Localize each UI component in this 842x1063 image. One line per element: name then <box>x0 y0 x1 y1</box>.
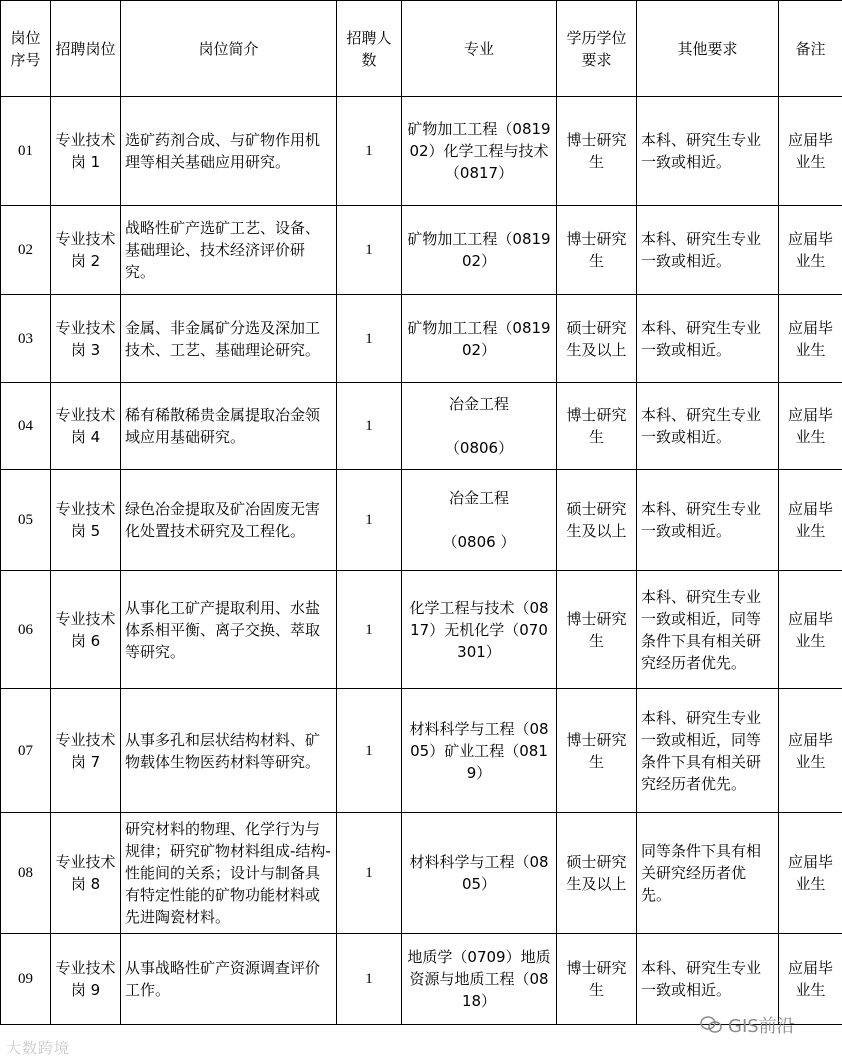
header-cell: 备注 <box>779 1 842 97</box>
cell-major: 矿物加工工程（081902） <box>402 206 557 295</box>
cell-no: 06 <box>1 571 51 689</box>
cell-degree: 博士研究生 <box>557 689 637 813</box>
cell-other: 本科、研究生专业一致或相近，同等条件下具有相关研究经历者优先。 <box>637 571 779 689</box>
cell-count: 1 <box>337 571 402 689</box>
cell-note: 应届毕业生 <box>779 571 842 689</box>
table-row <box>1 206 842 295</box>
cell-degree: 博士研究生 <box>557 934 637 1025</box>
cell-note: 应届毕业生 <box>779 934 842 1025</box>
cell-degree: 硕士研究生及以上 <box>557 295 637 383</box>
cell-major: 矿物加工工程（081902） <box>402 295 557 383</box>
header-row <box>1 1 842 97</box>
header-cell: 招聘岗位 <box>51 1 121 97</box>
cell-desc: 研究材料的物理、化学行为与规律；研究矿物材料组成-结构-性能间的关系；设计与制备具有特定性能的矿物功能材料或先进陶瓷材料。 <box>121 813 337 934</box>
table-row <box>1 571 842 689</box>
cell-note: 应届毕业生 <box>779 295 842 383</box>
cell-degree: 博士研究生 <box>557 383 637 470</box>
cell-count: 1 <box>337 813 402 934</box>
cell-post: 专业技术岗 9 <box>51 934 121 1025</box>
cell-post: 专业技术岗 1 <box>51 97 121 206</box>
cell-post: 专业技术岗 4 <box>51 383 121 470</box>
cell-no: 02 <box>1 206 51 295</box>
cell-post: 专业技术岗 8 <box>51 813 121 934</box>
cell-other: 本科、研究生专业一致或相近，同等条件下具有相关研究经历者优先。 <box>637 689 779 813</box>
header-cell: 岗位简介 <box>121 1 337 97</box>
watermark-right-text: GIS前沿 <box>728 1016 795 1037</box>
cell-desc: 稀有稀散稀贵金属提取冶金领域应用基础研究。 <box>121 383 337 470</box>
header-cell: 学历学位要求 <box>557 1 637 97</box>
watermark-left: 大数跨境 <box>6 1039 71 1057</box>
cell-post: 专业技术岗 7 <box>51 689 121 813</box>
cell-post: 专业技术岗 6 <box>51 571 121 689</box>
cell-major: 地质学（0709）地质资源与地质工程（0818） <box>402 934 557 1025</box>
cell-no: 05 <box>1 470 51 571</box>
cell-major: 化学工程与技术（0817）无机化学（070301） <box>402 571 557 689</box>
watermark-right <box>700 1012 795 1038</box>
cell-other: 本科、研究生专业一致或相近。 <box>637 383 779 470</box>
cell-desc: 绿色冶金提取及矿冶固废无害化处置技术研究及工程化。 <box>121 470 337 571</box>
table-row <box>1 97 842 206</box>
cell-other: 本科、研究生专业一致或相近。 <box>637 295 779 383</box>
cell-desc: 金属、非金属矿分选及深加工技术、工艺、基础理论研究。 <box>121 295 337 383</box>
header-cell: 招聘人数 <box>337 1 402 97</box>
header-cell: 岗位序号 <box>1 1 51 97</box>
cell-other: 本科、研究生专业一致或相近。 <box>637 97 779 206</box>
cell-degree: 博士研究生 <box>557 206 637 295</box>
cell-post: 专业技术岗 2 <box>51 206 121 295</box>
cell-count: 1 <box>337 206 402 295</box>
cell-degree: 硕士研究生及以上 <box>557 470 637 571</box>
cell-count: 1 <box>337 97 402 206</box>
table-row <box>1 470 842 571</box>
cell-other: 本科、研究生专业一致或相近。 <box>637 934 779 1025</box>
cell-no: 09 <box>1 934 51 1025</box>
cell-degree: 博士研究生 <box>557 97 637 206</box>
table-row <box>1 813 842 934</box>
cell-note: 应届毕业生 <box>779 97 842 206</box>
wechat-icon <box>700 1016 722 1034</box>
cell-note: 应届毕业生 <box>779 689 842 813</box>
cell-count: 1 <box>337 295 402 383</box>
cell-desc: 从事化工矿产提取利用、水盐体系相平衡、离子交换、萃取等研究。 <box>121 571 337 689</box>
cell-desc: 选矿药剂合成、与矿物作用机理等相关基础应用研究。 <box>121 97 337 206</box>
cell-note: 应届毕业生 <box>779 813 842 934</box>
cell-major: 材料科学与工程（0805） <box>402 813 557 934</box>
cell-no: 08 <box>1 813 51 934</box>
cell-count: 1 <box>337 689 402 813</box>
cell-major: 矿物加工工程（081902）化学工程与技术（0817） <box>402 97 557 206</box>
cell-desc: 从事多孔和层状结构材料、矿物载体生物医药材料等研究。 <box>121 689 337 813</box>
cell-other: 本科、研究生专业一致或相近。 <box>637 470 779 571</box>
table-row <box>1 383 842 470</box>
cell-major: 冶金工程 （0806 ） <box>402 470 557 571</box>
cell-degree: 硕士研究生及以上 <box>557 813 637 934</box>
cell-count: 1 <box>337 470 402 571</box>
cell-other: 同等条件下具有相关研究经历者优先。 <box>637 813 779 934</box>
table-row <box>1 295 842 383</box>
cell-major: 冶金工程 （0806） <box>402 383 557 470</box>
table-row <box>1 934 842 1025</box>
cell-degree: 博士研究生 <box>557 571 637 689</box>
cell-note: 应届毕业生 <box>779 383 842 470</box>
cell-no: 01 <box>1 97 51 206</box>
table-row <box>1 689 842 813</box>
cell-major: 材料科学与工程（0805）矿业工程（0819） <box>402 689 557 813</box>
cell-count: 1 <box>337 934 402 1025</box>
header-cell: 其他要求 <box>637 1 779 97</box>
cell-count: 1 <box>337 383 402 470</box>
cell-post: 专业技术岗 3 <box>51 295 121 383</box>
cell-no: 04 <box>1 383 51 470</box>
cell-no: 07 <box>1 689 51 813</box>
cell-desc: 从事战略性矿产资源调查评价工作。 <box>121 934 337 1025</box>
cell-post: 专业技术岗 5 <box>51 470 121 571</box>
cell-other: 本科、研究生专业一致或相近。 <box>637 206 779 295</box>
header-cell: 专业 <box>402 1 557 97</box>
cell-no: 03 <box>1 295 51 383</box>
cell-note: 应届毕业生 <box>779 470 842 571</box>
cell-note: 应届毕业生 <box>779 206 842 295</box>
cell-desc: 战略性矿产选矿工艺、设备、基础理论、技术经济评价研究。 <box>121 206 337 295</box>
